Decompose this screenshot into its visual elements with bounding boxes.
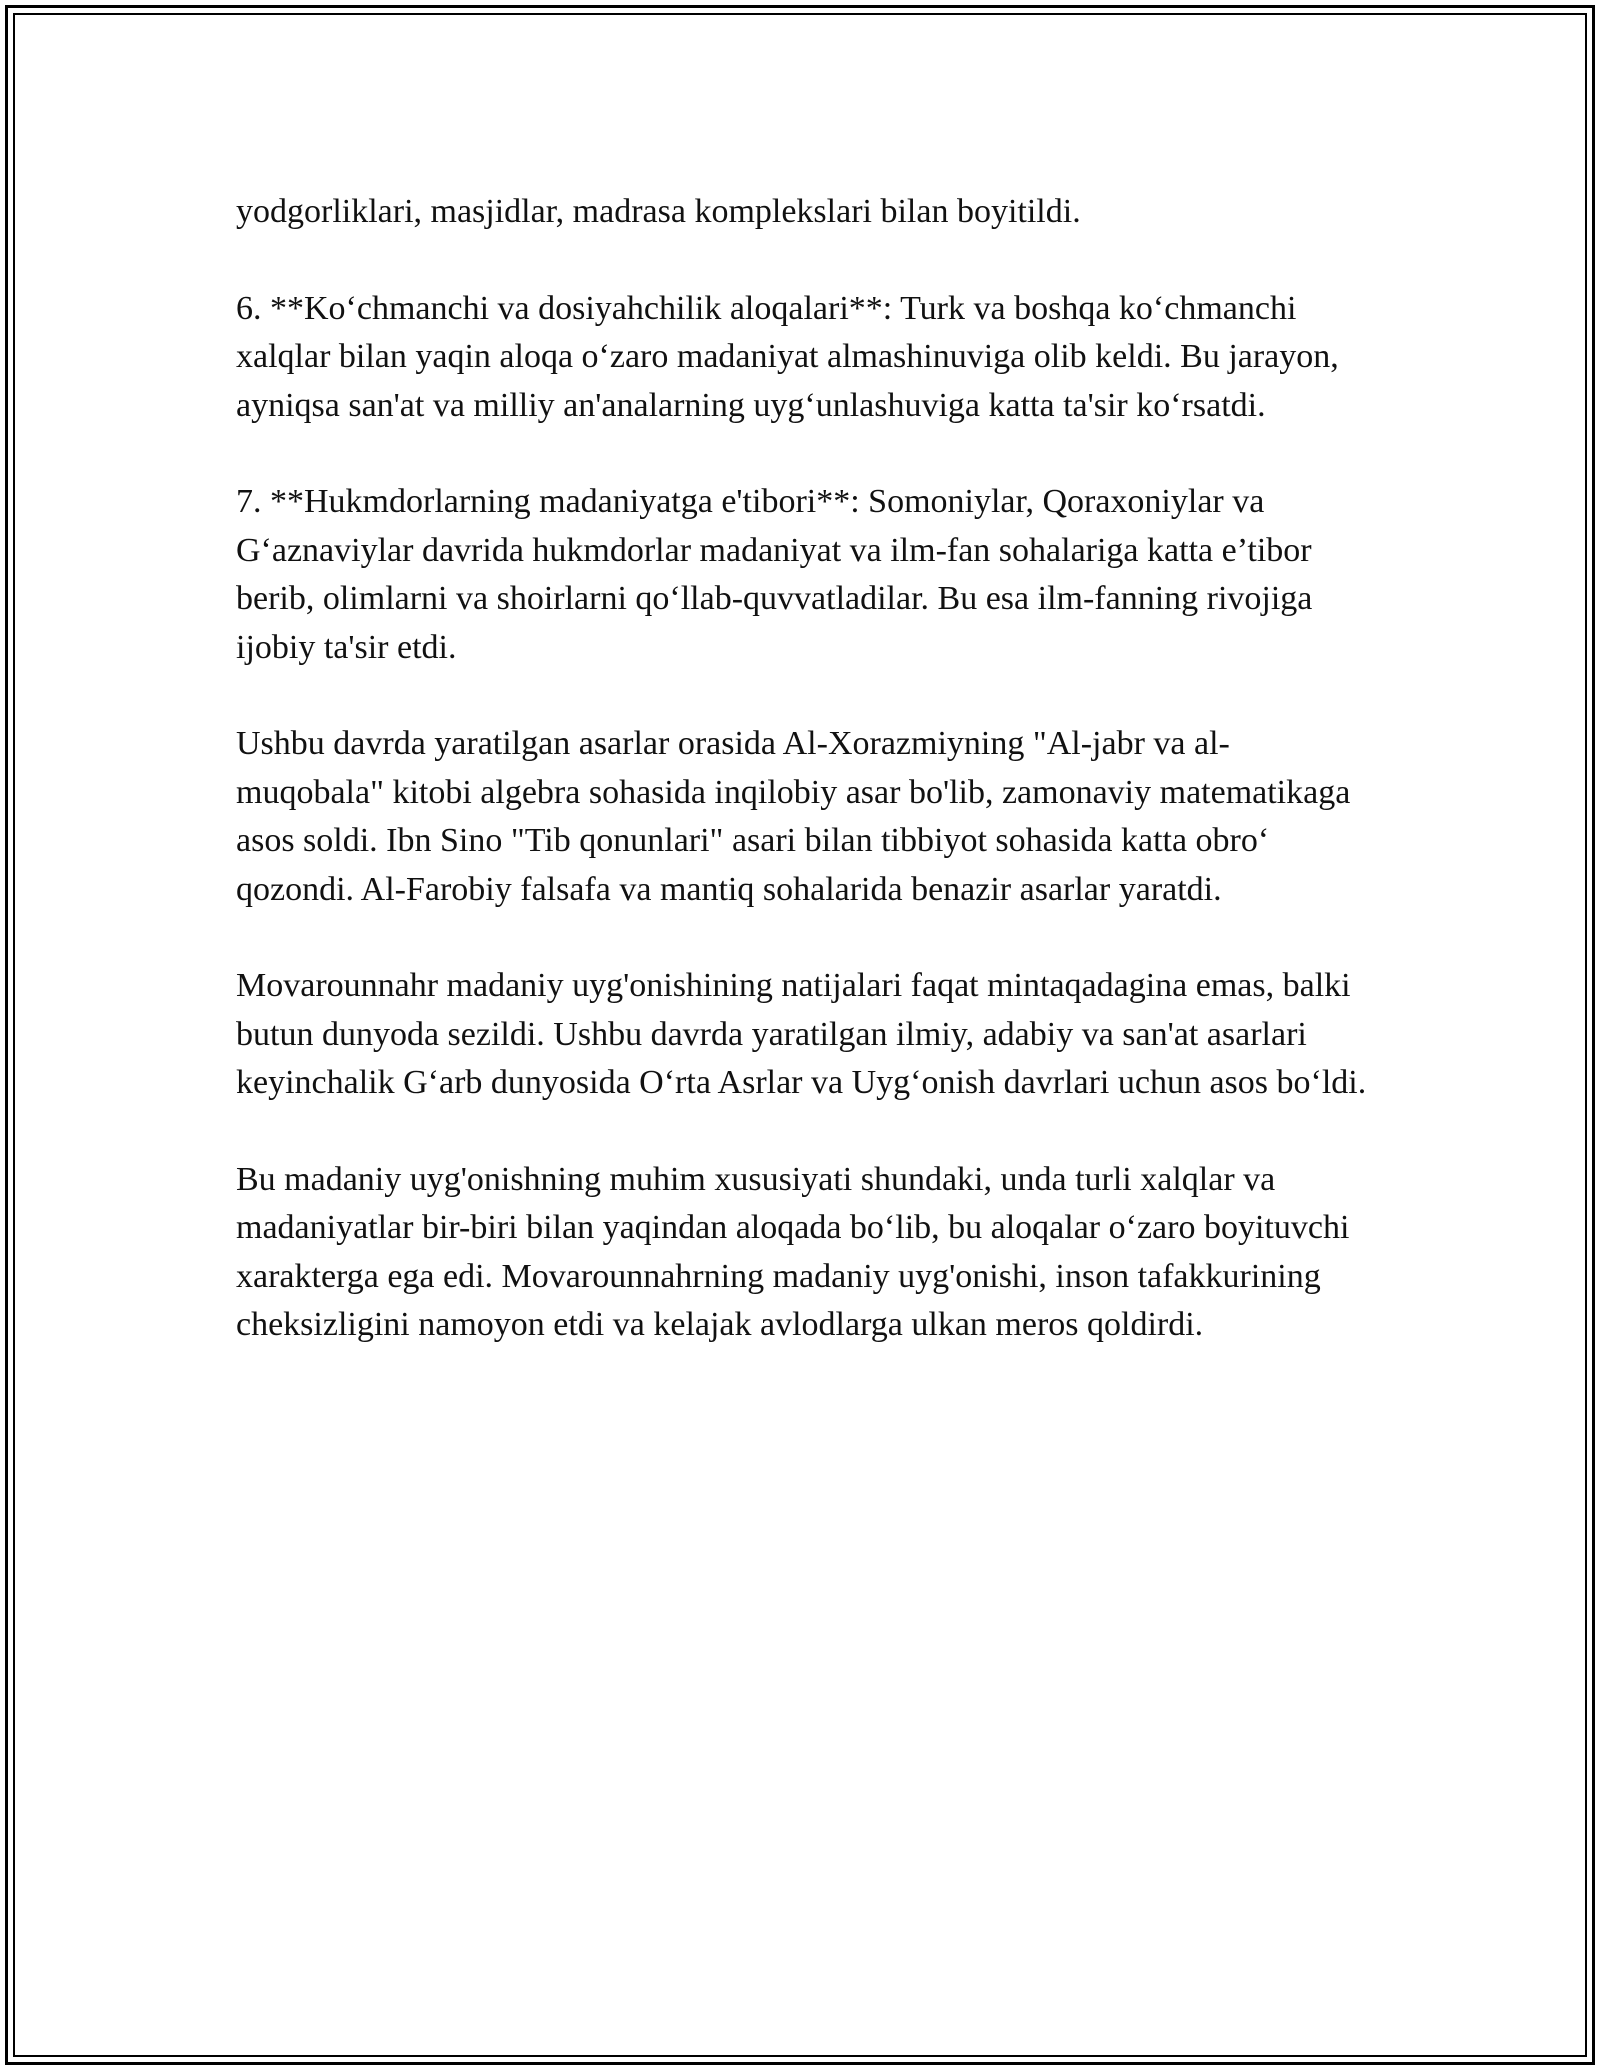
paragraph-global-impact: Movarounnahr madaniy uyg'onishining natijalari faqat mintaqadagina emas, balki butun dunyoda sezildi. Ushbu davrda yaratilgan ilmiy, adabiy va san'at asarlari keyinchalik G‘arb dunyosida O‘rta Asrlar va Uyg‘onish davrlari uchun asos bo‘ldi. <box>236 967 1367 1102</box>
paragraph-continuation: yodgorliklari, masjidlar, madrasa komplekslari bilan boyitildi. <box>236 193 1081 230</box>
paragraph-conclusion: Bu madaniy uyg'onishning muhim xususiyati shundaki, unda turli xalqlar va madaniyatlar bir-biri bilan yaqindan aloqada bo‘lib, bu aloqalar o‘zaro boyituvchi xarakterga ega edi. Movarounnahrning madaniy uyg'onishi, inson tafakkurining cheksizligini namoyon etdi va kelajak avlodlarga ulkan meros qoldirdi. <box>236 1161 1350 1344</box>
paragraph-item-7: 7. **Hukmdorlarning madaniyatga e'tibori**: Somoniylar, Qoraxoniylar va G‘aznaviylar davrida hukmdorlar madaniyat va ilm-fan sohalariga katta e’tibor berib, olimlarni va shoirlarni qo‘llab-quvvatladilar. Bu esa ilm-fanning rivojiga ijobiy ta'sir etdi. <box>236 483 1313 666</box>
document-body <box>236 188 1376 1398</box>
paragraph-notable-works: Ushbu davrda yaratilgan asarlar orasida Al-Xorazmiyning "Al-jabr va al-muqobala" kitobi algebra sohasida inqilobiy asar bo'lib, zamonaviy matematikaga asos soldi. Ibn Sino "Tib qonunlari" asari bilan tibbiyot sohasida katta obro‘ qozondi. Al-Farobiy falsafa va mantiq sohalarida benazir asarlar yaratdi. <box>236 725 1351 908</box>
paragraph-item-6: 6. **Ko‘chmanchi va dosiyahchilik aloqalari**: Turk va boshqa ko‘chmanchi xalqlar bilan yaqin aloqa o‘zaro madaniyat almashinuviga olib keldi. Bu jarayon, ayniqsa san'at va milliy an'analarning uyg‘unlashuviga katta ta'sir ko‘rsatdi. <box>236 289 1339 424</box>
